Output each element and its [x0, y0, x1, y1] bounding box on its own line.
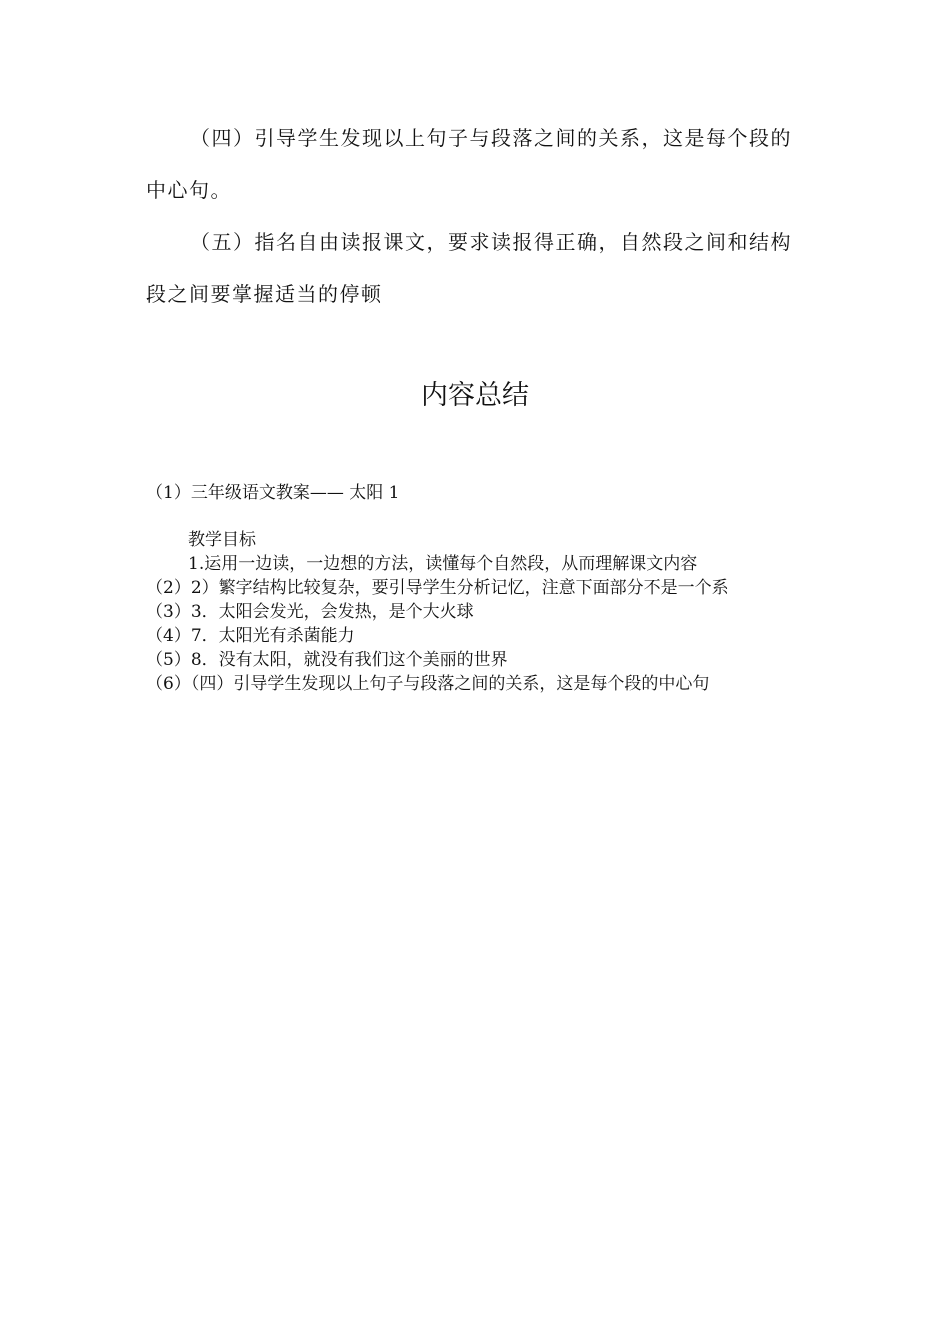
paragraph-text: （四）引导学生发现以上句子与段落之间的关系，这是每个段的中心句。	[146, 126, 792, 202]
summary-title: 内容总结	[421, 380, 529, 411]
paragraph-text: （五）指名自由读报课文，要求读报得正确，自然段之间和结构段之间要掌握适当的停顿	[146, 230, 792, 306]
summary-item-6: （6）（四）引导学生发现以上句子与段落之间的关系，这是每个段的中心句	[146, 674, 710, 694]
objective-heading: 教学目标	[188, 530, 256, 550]
summary-item-2: （2）2）繁字结构比较复杂，要引导学生分析记忆，注意下面部分不是一个系	[146, 578, 729, 598]
summary-item-5: （5）8．没有太阳，就没有我们这个美丽的世界	[146, 650, 508, 670]
body-paragraph-5	[146, 216, 801, 320]
body-paragraph-4	[146, 112, 801, 216]
summary-item-4: （4）7．太阳光有杀菌能力	[146, 626, 355, 646]
summary-item-1: （1）三年级语文教案—— 太阳 1	[146, 483, 400, 503]
summary-list	[146, 528, 806, 696]
summary-item-3: （3）3．太阳会发光，会发热，是个大火球	[146, 602, 474, 622]
objective-item-1: 1.运用一边读，一边想的方法，读懂每个自然段，从而理解课文内容	[188, 554, 698, 574]
